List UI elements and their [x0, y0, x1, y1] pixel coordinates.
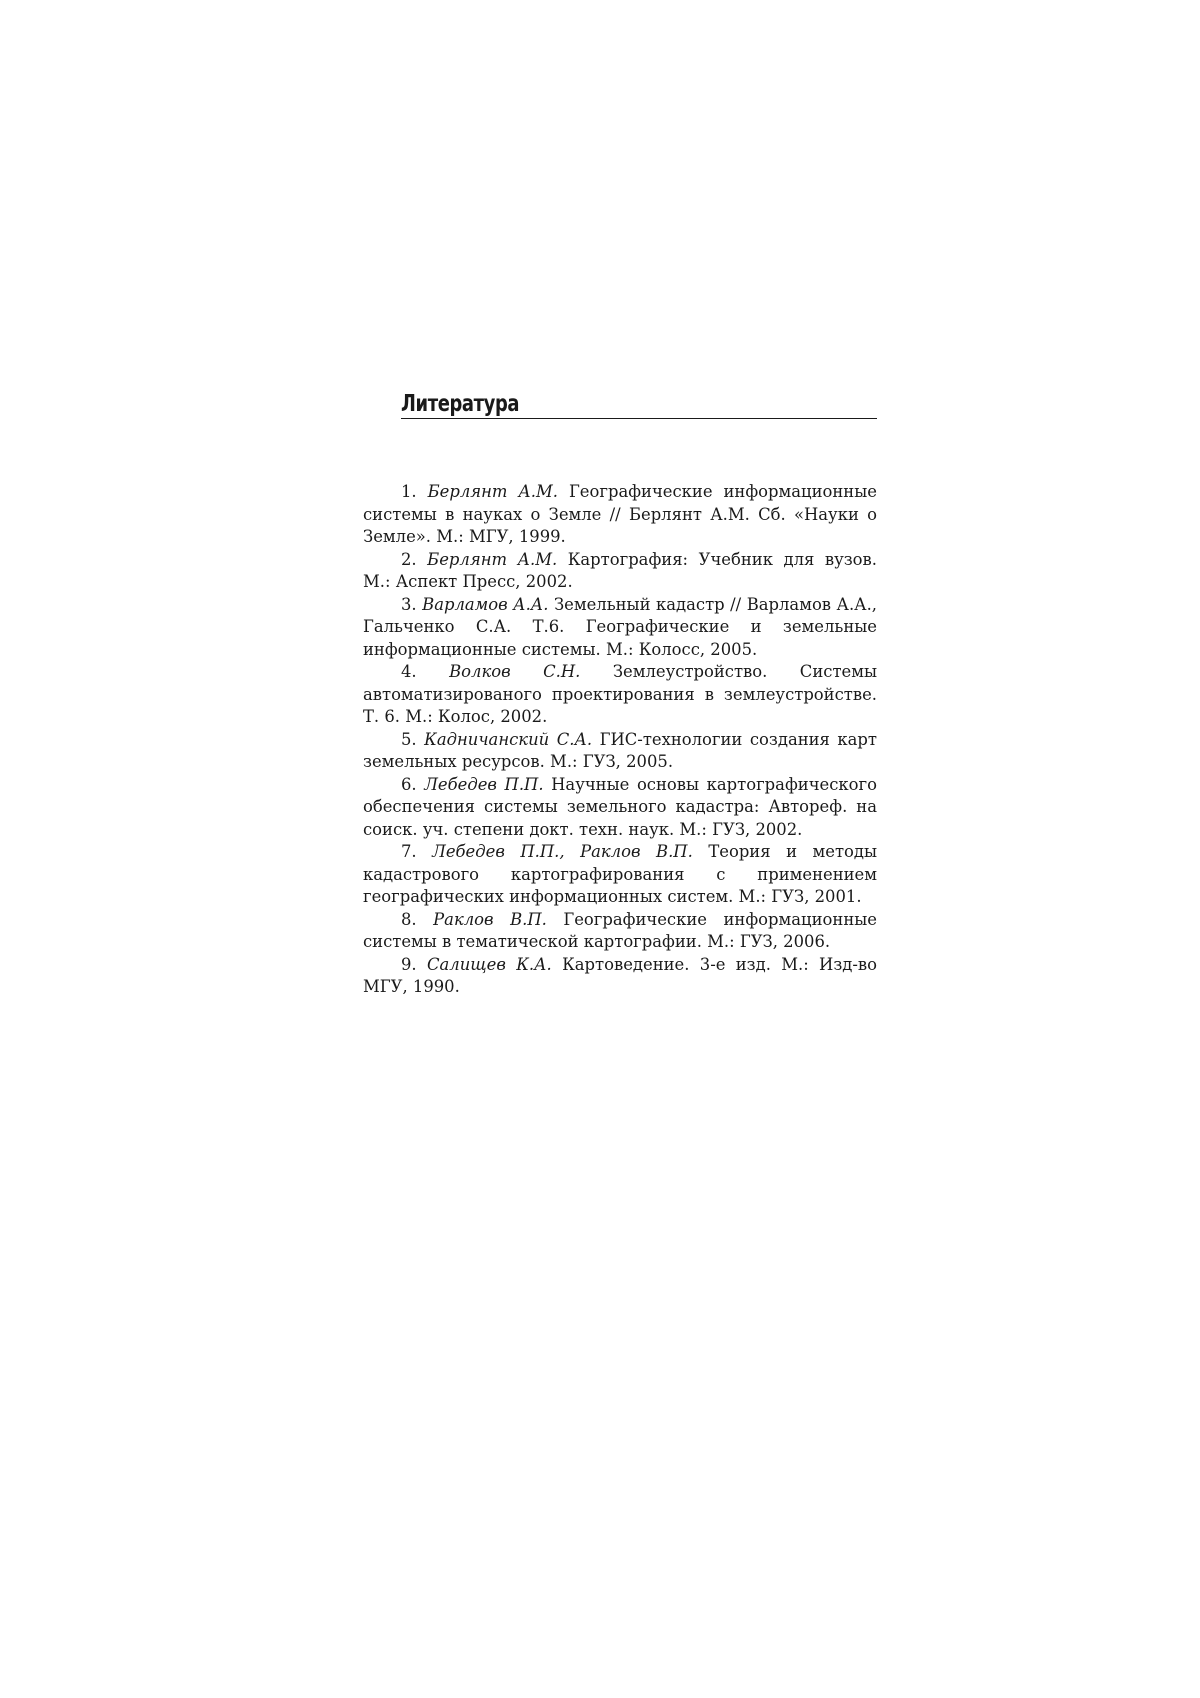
reference-number: 7. — [401, 842, 417, 861]
reference-text: Теория и методы кадастрового картографирования с применением географических информационных систем. М.: ГУЗ, 2001. — [363, 842, 878, 906]
reference-item — [363, 481, 877, 549]
reference-text: Землеустройство. Системы автоматизированого проектирования в землеустройстве. Т. 6. М.: Колос, 2002. — [363, 662, 878, 726]
reference-item — [363, 909, 877, 954]
reference-text: Земельный кадастр // Варламов А.А., Гальченко С.А. Т.6. Географические и земельные информационные системы. М.: Колосс, 2005. — [363, 594, 877, 659]
reference-number: 4. — [401, 662, 417, 681]
reference-author: Волков С.Н. — [449, 662, 581, 681]
reference-author: Салищев К.А. — [426, 954, 552, 974]
reference-number: 9. — [401, 954, 417, 974]
reference-item — [363, 774, 877, 842]
reference-item — [363, 549, 877, 594]
reference-author: Кадничанский С.А. — [424, 729, 593, 749]
reference-author: Лебедев П.П., Раклов В.П. — [432, 842, 693, 861]
reference-item — [363, 954, 877, 999]
reference-text: Научные основы картографического обеспечения системы земельного кадастра: Автореф. на соиск. уч. степени докт. техн. наук. М.: ГУЗ, 2002. — [363, 774, 877, 839]
section-heading: Литература — [401, 391, 520, 417]
reference-number: 5. — [401, 729, 417, 749]
reference-item — [363, 661, 877, 729]
reference-text: Географические информационные системы в науках о Земле // Берлянт А.М. Сб. «Науки о Земле». М.: МГУ, 1999. — [363, 482, 877, 546]
reference-number: 1. — [401, 482, 417, 501]
reference-item — [363, 841, 877, 909]
reference-number: 6. — [401, 774, 417, 794]
reference-list — [363, 481, 877, 999]
reference-item — [363, 729, 877, 774]
reference-author: Варламов А.А. — [422, 594, 549, 614]
reference-number: 8. — [401, 909, 417, 929]
reference-text: Картография: Учебник для вузов. М.: Аспект Пресс, 2002. — [363, 549, 877, 591]
heading-underline — [401, 418, 877, 419]
reference-text: Картоведение. 3-е изд. М.: Изд-во МГУ, 1990. — [363, 954, 878, 996]
reference-number: 3. — [401, 594, 417, 614]
reference-author: Берлянт А.М. — [427, 549, 558, 569]
reference-number: 2. — [401, 549, 417, 569]
reference-text: Географические информационные системы в тематической картографии. М.: ГУЗ, 2006. — [363, 909, 877, 951]
reference-author: Берлянт А.М. — [427, 482, 558, 501]
bibliography-section — [363, 390, 878, 996]
reference-item — [363, 594, 877, 662]
reference-text: ГИС-технологии создания карт земельных ресурсов. М.: ГУЗ, 2005. — [363, 729, 877, 771]
reference-author: Раклов В.П. — [433, 909, 547, 929]
reference-author: Лебедев П.П. — [424, 774, 544, 794]
